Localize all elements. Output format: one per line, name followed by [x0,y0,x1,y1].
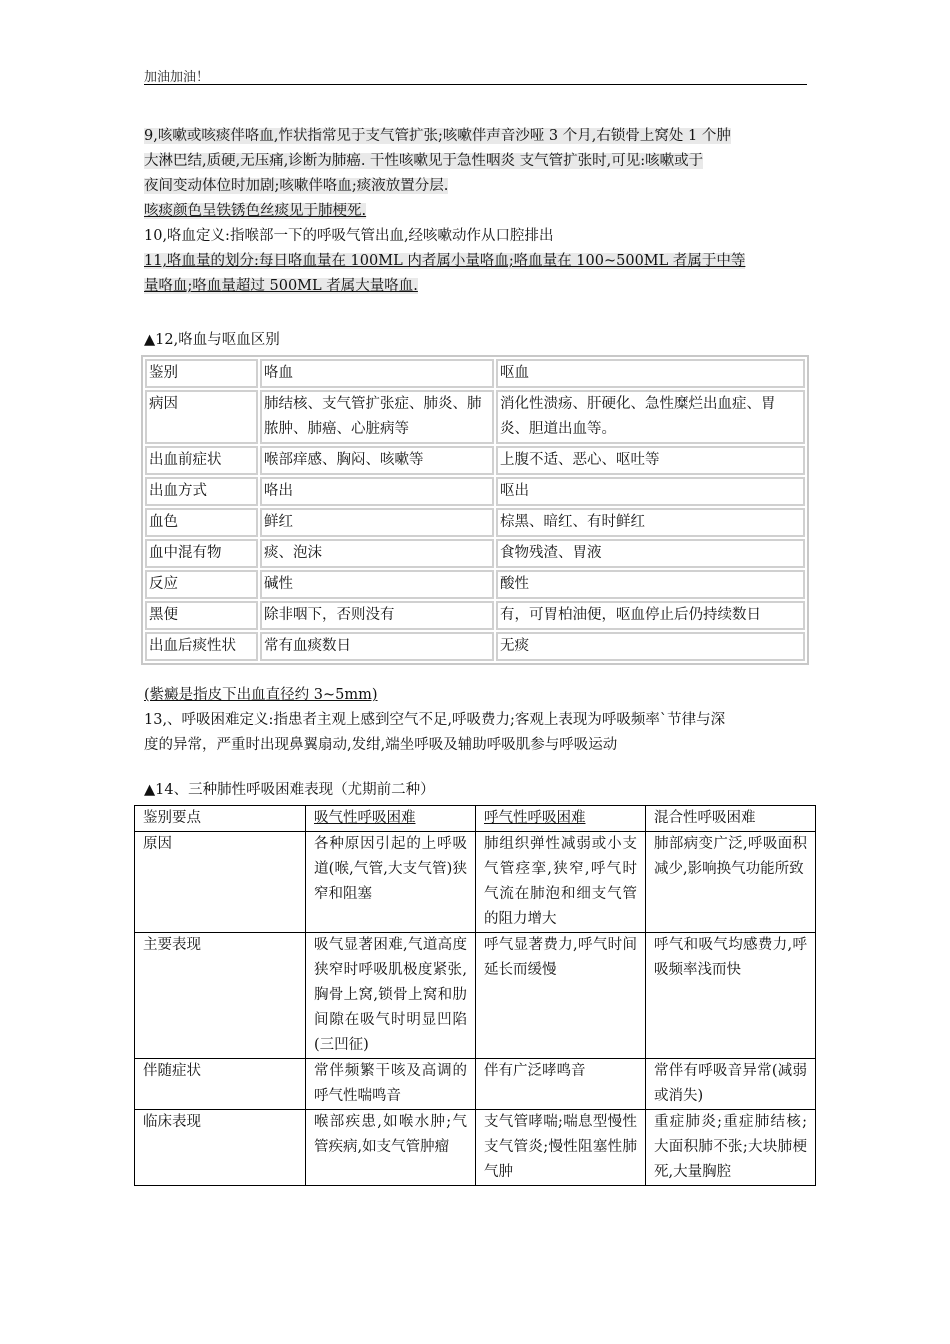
table-row [145,601,805,630]
table-row [135,832,816,933]
paragraph-11 [144,249,808,299]
table-cell: 临床表现 [135,1110,306,1186]
table-header-cell: 鉴别 [145,359,258,388]
table-cell: 棕黑、暗红、有时鲜红 [496,508,805,537]
table-cell: 病因 [145,390,258,444]
table-cell: 酸性 [496,570,805,599]
table-cell: 无痰 [496,632,805,661]
table-cell: 碱性 [260,570,494,599]
table-header-cell: 呕血 [496,359,805,388]
table-cell: 肺组织弹性减弱或小支气管痉挛,狭窄,呼气时气流在肺泡和细支气管的阻力增大 [476,832,646,933]
document-body [144,124,808,1186]
table-cell: 咯出 [260,477,494,506]
table-row [145,446,805,475]
hemoptysis-vs-hematemesis-table [141,355,809,665]
para13-line2: 度的异常，严重时出现鼻翼扇动,发绀,端坐呼吸及辅助呼吸肌参与呼吸运动 [144,737,618,753]
table-cell: 吸气显著困难,气道高度狭窄时呼吸肌极度紧张,胸骨上窝,锁骨上窝和肋间隙在吸气时明显凹陷(三凹征) [306,933,476,1059]
table-cell: 呕出 [496,477,805,506]
page-header: 加油加油！ [144,70,210,85]
table-cell: 反应 [145,570,258,599]
table-header-cell: 呼气性呼吸困难 [484,810,586,826]
table-cell: 伴有广泛哮鸣音 [476,1059,646,1110]
table-header-cell: 吸气性呼吸困难 [314,810,416,826]
table-row [145,632,805,661]
table-cell: 出血方式 [145,477,258,506]
table-row [135,1110,816,1186]
table-cell: 出血前症状 [145,446,258,475]
table-cell: 常有血痰数日 [260,632,494,661]
table-cell: 有，可胃柏油便，呕血停止后仍持续数日 [496,601,805,630]
table-cell: 消化性溃疡、肝硬化、急性糜烂出血症、胃炎、胆道出血等。 [496,390,805,444]
header-rule [144,84,807,85]
table-cell: 黑便 [145,601,258,630]
table-cell: 支气管哮喘;喘息型慢性支气管炎;慢性阻塞性肺气肿 [476,1110,646,1186]
table-header-cell: 鉴别要点 [135,806,306,832]
table2-title: ▲14、三种肺性呼吸困难表现（尤期前二种） [144,782,435,798]
paragraph-13 [144,708,808,758]
dyspnea-types-table [134,805,816,1186]
table-cell: 喉部疾患,如喉水肿;气管疾病,如支气管肿瘤 [306,1110,476,1186]
table-row [145,539,805,568]
table1-title: ▲12,咯血与呕血区别 [144,332,280,348]
table-cell: 痰、泡沫 [260,539,494,568]
table-cell: 血中混有物 [145,539,258,568]
para9-line4: 咳痰颜色呈铁锈色丝痰见于肺梗死. [144,203,367,219]
table-cell: 主要表现 [135,933,306,1059]
table-row [145,477,805,506]
para11-line1: 11,咯血量的划分:每日咯血量在 100ML 内者属小量咯血;咯血量在 100~500ML 者属于中等 [144,253,746,269]
para9-line3: 夜间变动体位时加剧;咳嗽伴咯血;痰液放置分层. [144,178,449,194]
table-cell: 呼气和吸气均感费力,呼吸频率浅而快 [646,933,816,1059]
table-row [145,390,805,444]
para11-line2: 量咯血;咯血量超过 500ML 者属大量咯血. [144,278,418,294]
para9-line1: 9,咳嗽或咳痰伴咯血,怍状指常见于支气管扩张;咳嗽伴声音沙哑 3 个月,右锁骨上窝处 1 个肿 [144,128,731,144]
paragraph-9 [144,124,808,224]
table-row [145,508,805,537]
purpura-note: (紫癜是指皮下出血直径约 3~5mm) [144,687,378,703]
table-cell: 鲜红 [260,508,494,537]
table-cell: 呼气显著费力,呼气时间延长而缓慢 [476,933,646,1059]
para13-line1: 13,、呼吸困难定义:指患者主观上感到空气不足,呼吸费力;客观上表现为呼吸频率`节律与深 [144,712,726,728]
table-cell: 常伴频繁干咳及高调的呼气性喘鸣音 [306,1059,476,1110]
para9-line2: 大淋巴结,质硬,无压痛,诊断为肺癌. 干性咳嗽见于急性咽炎 支气管扩张时,可见:咳嗽或于 [144,153,704,169]
table-cell: 常伴有呼吸音异常(减弱或消失) [646,1059,816,1110]
table-cell: 血色 [145,508,258,537]
paragraph-10: 10,咯血定义:指喉部一下的呼吸气管出血,经咳嗽动作从口腔排出 [144,228,554,244]
table-cell: 原因 [135,832,306,933]
table-header-row [145,359,805,388]
table-header-cell: 混合性呼吸困难 [646,806,816,832]
table-header-row [135,806,816,832]
table-cell: 出血后痰性状 [145,632,258,661]
table-row [135,1059,816,1110]
table-cell: 喉部痒感、胸闷、咳嗽等 [260,446,494,475]
table-cell: 除非咽下，否则没有 [260,601,494,630]
table-cell: 上腹不适、恶心、呕吐等 [496,446,805,475]
table-cell: 肺部病变广泛,呼吸面积减少,影响换气功能所致 [646,832,816,933]
table-cell: 肺结核、支气管扩张症、肺炎、肺脓肿、肺癌、心脏病等 [260,390,494,444]
table-cell: 重症肺炎;重症肺结核;大面积肺不张;大块肺梗死,大量胸腔 [646,1110,816,1186]
table-cell: 食物残渣、胃液 [496,539,805,568]
table-header-cell: 咯血 [260,359,494,388]
table-cell: 各种原因引起的上呼吸道(喉,气管,大支气管)狭窄和阻塞 [306,832,476,933]
table-row [145,570,805,599]
table-cell: 伴随症状 [135,1059,306,1110]
table-row [135,933,816,1059]
